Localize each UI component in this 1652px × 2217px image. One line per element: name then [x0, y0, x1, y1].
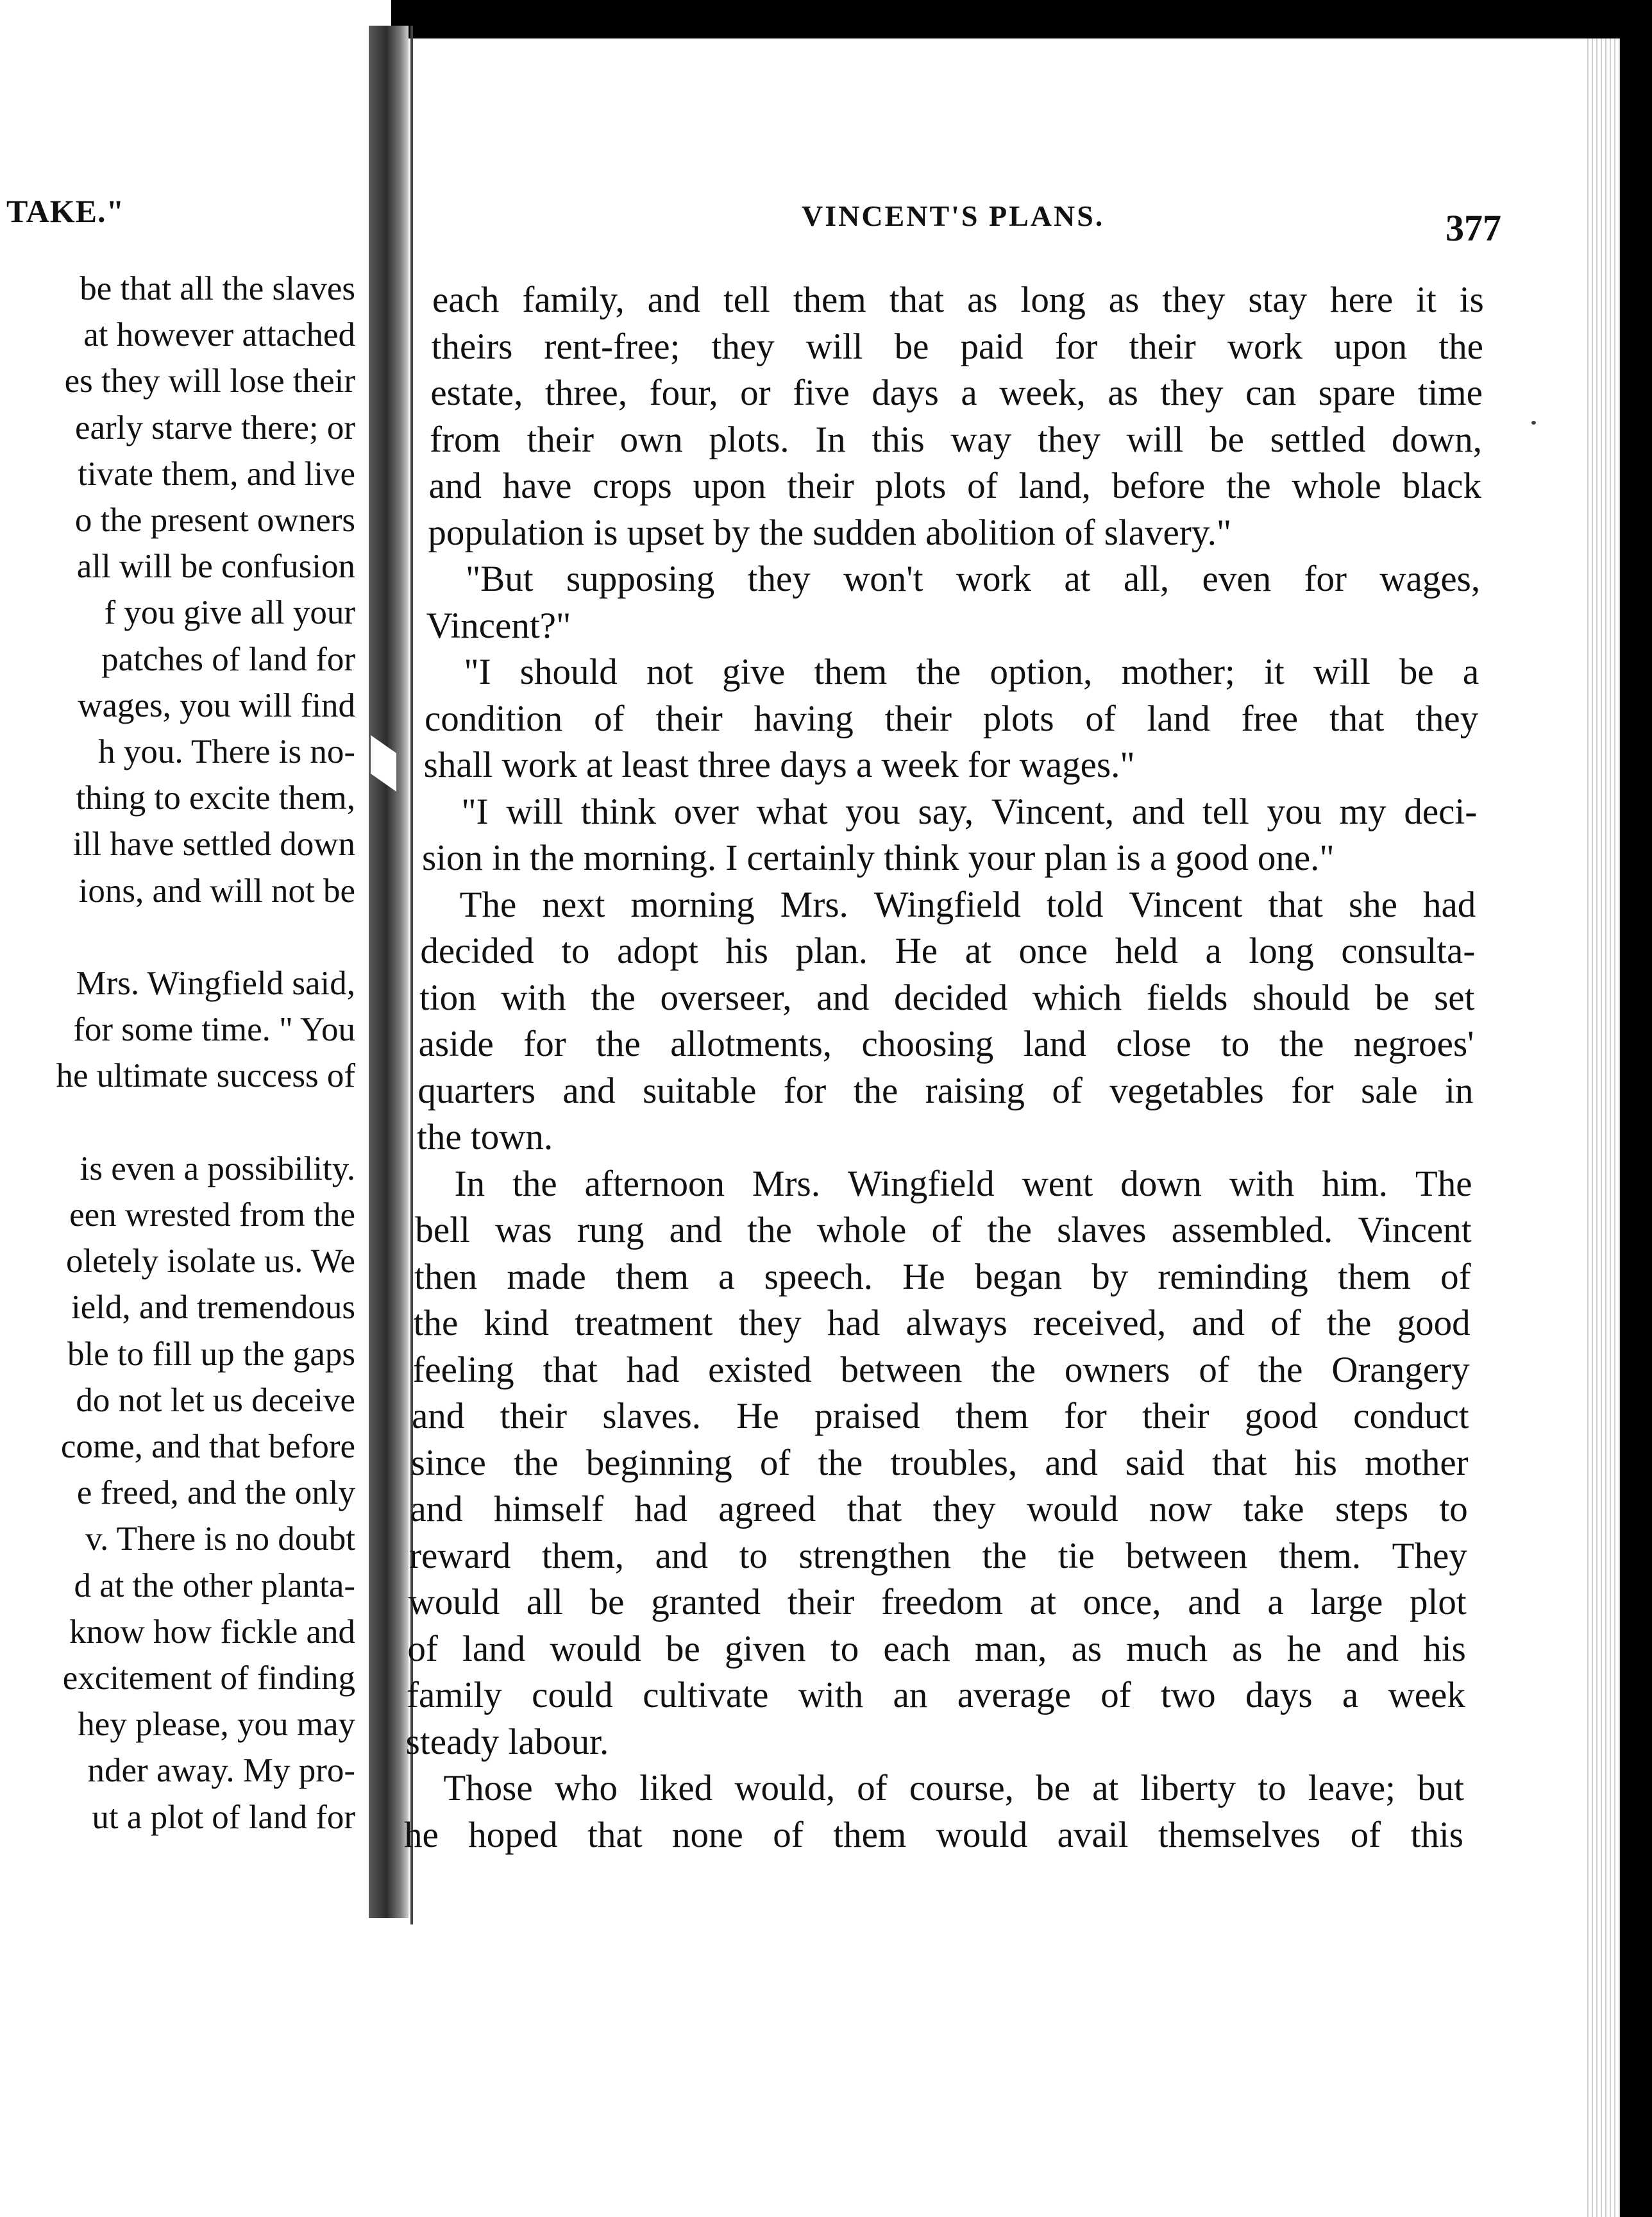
left-text-line: at however attached [83, 316, 355, 354]
left-text-line: hey please, you may [78, 1706, 355, 1744]
text-line: the town. [417, 1117, 553, 1157]
left-text-line: thing to excite them, [76, 779, 355, 817]
text-line: and have crops upon their plots of land, before the whole black [428, 466, 1481, 506]
left-text-line: all will be confusion [76, 548, 355, 586]
text-line: from their own plots. In this way they will be settled down, [430, 419, 1482, 460]
ink-speck [1531, 421, 1536, 425]
left-running-head: TAKE." [6, 193, 125, 229]
scan-frame-right [1620, 0, 1652, 2217]
text-line: and himself had agreed that they would now take steps to [410, 1489, 1468, 1529]
left-text-line: f you give all your [104, 594, 355, 632]
text-line: since the beginning of the troubles, and said that his mother [410, 1442, 1469, 1483]
left-text-line: wages, you will find [78, 686, 355, 724]
left-text-line: es they will lose their [64, 362, 355, 400]
running-head: VINCENT'S PLANS. [802, 200, 1105, 232]
paragraph-first-line: The next morning Mrs. Wingfield told Vincent that she had [459, 884, 1476, 925]
text-line: feeling that had existed between the owners of the Orangery [412, 1349, 1470, 1390]
text-line: he hoped that none of them would avail themselves of this [404, 1814, 1463, 1855]
left-text-line: h you. There is no- [98, 733, 355, 770]
left-text-line: come, and that before [60, 1428, 355, 1465]
paragraph-first-line: Those who liked would, of course, be at liberty to leave; but [443, 1768, 1464, 1808]
book-gutter [369, 26, 409, 1918]
text-line: family could cultivate with an average of two days a week [407, 1675, 1465, 1715]
left-text-line: oletely isolate us. We [65, 1243, 355, 1280]
text-line: aside for the allotments, choosing land close to the negroes' [418, 1024, 1474, 1064]
left-text-line: be that all the slaves [80, 270, 355, 307]
right-page [404, 38, 1584, 2217]
left-text-line: early starve there; or [74, 409, 355, 446]
text-line: would all be granted their freedom at once, and a large plot [408, 1582, 1467, 1622]
text-line: shall work at least three days a week for wages." [423, 745, 1135, 785]
left-text-line: he ultimate success of [56, 1057, 355, 1095]
left-page [0, 0, 372, 2217]
text-line: condition of their having their plots of land free that they [425, 698, 1479, 739]
left-text-line: excitement of finding [62, 1660, 355, 1697]
left-text-line: Mrs. Wingfield said, [76, 965, 355, 1002]
left-text-line: een wrested from the [69, 1196, 355, 1234]
paragraph-first-line: In the afternoon Mrs. Wingfield went down with him. The [454, 1163, 1472, 1204]
text-line: decided to adopt his plan. He at once held a long consulta- [420, 931, 1476, 971]
left-text-line: do not let us deceive [76, 1381, 355, 1419]
left-text-line: tivate them, and live [78, 455, 355, 493]
text-line: steady labour. [405, 1721, 609, 1762]
left-text-line: patches of land for [101, 640, 355, 678]
text-line: Vincent?" [426, 605, 571, 646]
text-line: population is upset by the sudden abolition of slavery." [428, 512, 1232, 553]
left-text-line: d at the other planta- [74, 1567, 355, 1604]
text-line: and their slaves. He praised them for their good conduct [412, 1396, 1469, 1436]
text-line: theirs rent-free; they will be paid for their work upon the [431, 326, 1483, 367]
paragraph-first-line: "I will think over what you say, Vincent, and tell you my deci- [461, 791, 1478, 832]
page-edges [1584, 38, 1620, 2217]
left-text-line: e freed, and the only [76, 1474, 355, 1512]
left-text-line: ut a plot of land for [92, 1798, 355, 1836]
text-line: reward them, and to strengthen the tie between them. They [409, 1535, 1467, 1576]
scan-frame-top [391, 0, 1652, 38]
paragraph-first-line: "But supposing they won't work at all, even for wages, [466, 559, 1481, 599]
text-line: estate, three, four, or five days a week, as they can spare time [430, 373, 1483, 413]
paragraph-first-line: "I should not give them the option, mother; it will be a [464, 652, 1479, 692]
left-text-line: for some time. " You [73, 1011, 355, 1049]
left-text-line: ield, and tremendous [71, 1289, 355, 1327]
left-text-line: ions, and will not be [78, 872, 355, 910]
text-line: bell was rung and the whole of the slaves assembled. Vincent [415, 1210, 1472, 1250]
text-line: quarters and suitable for the raising of vegetables for sale in [417, 1070, 1474, 1111]
page-number: 377 [1446, 207, 1501, 249]
left-text-line: nder away. My pro- [87, 1752, 355, 1790]
left-text-line: is even a possibility. [80, 1150, 355, 1187]
left-text-line: o the present owners [74, 502, 355, 539]
text-line: each family, and tell them that as long as they stay here it is [432, 280, 1484, 320]
text-line: tion with the overseer, and decided which fields should be set [419, 977, 1475, 1018]
left-text-line: v. There is no doubt [85, 1520, 355, 1558]
left-text-line: ill have settled down [72, 826, 355, 863]
text-line: sion in the morning. I certainly think your plan is a good one." [422, 838, 1335, 878]
left-text-line: ble to fill up the gaps [67, 1335, 355, 1373]
text-line: then made them a speech. He began by reminding them of [414, 1256, 1471, 1297]
text-line: the kind treatment they had always received, and of the good [413, 1303, 1471, 1343]
left-text-line: know how fickle and [69, 1613, 355, 1651]
text-line: of land would be given to each man, as much as he and his [407, 1628, 1466, 1669]
